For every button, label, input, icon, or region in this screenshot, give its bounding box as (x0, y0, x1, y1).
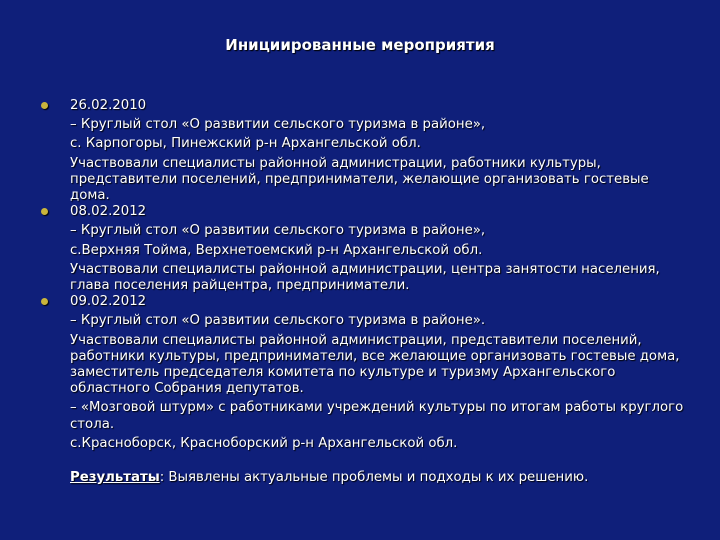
results-separator: : (159, 470, 165, 486)
results-label: Результаты (70, 470, 160, 486)
bullet-icon (41, 208, 48, 215)
list-item (30, 98, 690, 204)
bullet-icon (41, 102, 48, 109)
event-title: – Круглый стол «О развитии сельского туризма в районе», (70, 117, 486, 133)
results-line (30, 470, 690, 486)
event-title: – Круглый стол «О развитии сельского туризма в районе». (70, 313, 486, 329)
event-place: с.Красноборск, Красноборский р-н Архангельской обл. (70, 435, 458, 451)
slide-content (30, 98, 690, 486)
event-participants: Участвовали специалисты районной администрации, работники культуры, представители поселений, предприниматели, желающие организовать гостевые дома. (70, 155, 649, 204)
event-place: с. Карпогоры, Пинежский р-н Архангельской обл. (70, 136, 421, 152)
results-text: Выявлены актуальные проблемы и подходы к их решению. (164, 470, 589, 486)
list-item (30, 204, 690, 294)
event-participants: Участвовали специалисты районной администрации, центра занятости населения, глава поселения райцентра, предприниматели. (70, 261, 660, 294)
event-secondary-title: – «Мозговой штурм» с работниками учреждений культуры по итогам работы круглого стола. (70, 400, 684, 432)
event-date: 09.02.2012 (70, 294, 147, 310)
bullet-icon (41, 298, 48, 305)
slide-title: Инициированные мероприятия (225, 36, 495, 54)
event-date: 08.02.2012 (70, 204, 147, 220)
list-item (30, 294, 690, 452)
event-date: 26.02.2010 (70, 98, 147, 113)
event-place: с.Верхняя Тойма, Верхнетоемский р-н Архангельской обл. (70, 242, 483, 258)
event-participants: Участвовали специалисты районной администрации, представители поселений, работники культуры, предприниматели, все желающие организовать гостевые дома, заместитель председателя комитета по культуре и туризму Архангельского областного Собрания депутатов. (70, 332, 680, 397)
event-title: – Круглый стол «О развитии сельского туризма в районе», (70, 223, 486, 239)
